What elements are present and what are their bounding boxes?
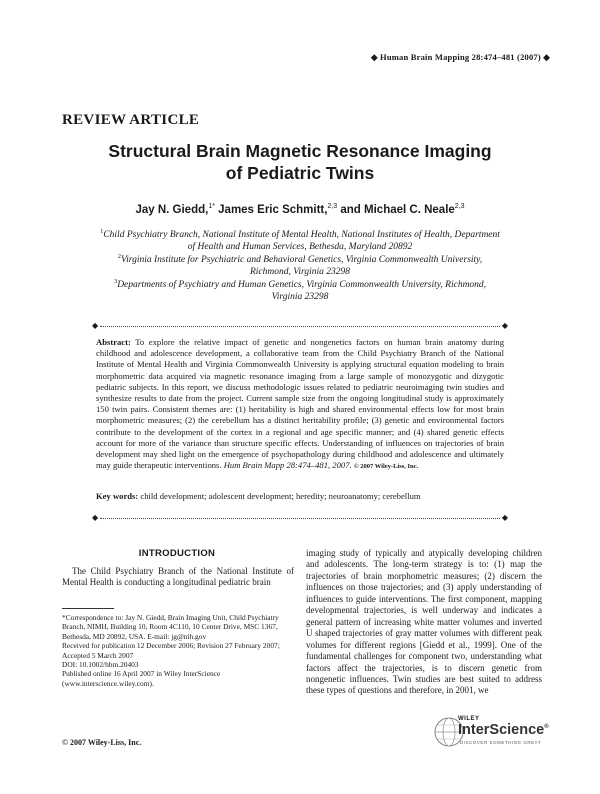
affiliation-text: Virginia Institute for Psychiatric and Behavioral Genetics, Virginia Commonwealth University, Richmond, Virginia 23298 [121,255,483,278]
diamond-icon: ◆ [543,52,550,62]
author-list [0,203,600,216]
author-superscript: 2,3 [454,203,465,210]
author-name: Michael C. Neale [364,203,455,216]
diamond-icon: ◆ [501,321,508,330]
abstract-body: To explore the relative impact of genetic and nongenetics factors on human brain anatomy during childhood and adolescence development, a collaborative team from the Child Psychiatry Branch of the National Institute of Mental Health and Virginia Commonwealth University is applying structural equation modeling to brain morphometric data acquired via magnetic resonance imaging from a large sample of monozygotic and dizygotic pediatric subjects. In this report, we discuss methodologic issues related to pediatric neuroimaging twin studies and synthesize results to date from the project. Current sample size from the ongoing longitudinal study is approximately 150 twin pairs. Consistent themes are: (1) heritability is high and shared environmental effects low for most brain morphometric measures; (2) the cerebellum has a distinct heritability profile; (3) genetic and environmental factors contribute to the development of the cortex in a regional and age specific manner; and (4) shared genetic effects account for more of the variance than structure specific effects. Understanding of influences on trajectories of brain development may shed light on the emergence of psychopathology during childhood and adolescence and ultimately may guide therapeutic interventions. [96,337,504,471]
logo-wordmark [458,722,549,738]
diamond-icon: ◆ [370,52,378,62]
keywords-text: child development; adolescent development; heredity; neuroanatomy; cerebellum [138,491,421,501]
affiliation-text: Child Psychiatry Branch, National Institute of Mental Health, National Institutes of Health, Department of Health and Human Services, Bethesda, Maryland 20892 [103,230,500,253]
title-line-2: of Pediatric Twins [225,163,375,183]
introduction-left-paragraph: The Child Psychiatry Branch of the National Institute of Mental Health is conducting a longitudinal pediatric brain [62,566,294,588]
affiliation-number: 3 [113,278,118,285]
author-name: James Eric Schmitt, [214,203,328,216]
dotted-divider [100,518,500,519]
affiliation-number: 2 [117,253,122,260]
author-superscript: 2,3 [327,203,338,210]
section-label: REVIEW ARTICLE [62,112,200,128]
abstract-label: Abstract: [96,337,131,347]
logo-name: InterScience [458,722,545,738]
journal-citation: Human Brain Mapping 28:474–481 (2007) [380,52,541,62]
abstract-bottom-rule [92,514,508,524]
footnote-rule [62,608,114,609]
abstract [96,337,504,472]
diamond-icon: ◆ [92,513,99,522]
abstract-top-rule [92,322,508,332]
footnotes [62,613,298,688]
abstract-copyright: © 2007 Wiley-Liss, Inc. [353,463,419,471]
keywords [96,491,504,501]
introduction-right-paragraph: imaging study of typically and atypically developing children and adolescents. The long-term strategy is to: (1) map the trajectories of brain morphometric measures; (2) discern the influences on those trajectories; and (3) apply understanding of influences to guide interventions. The first component, mapping developmental trajectories, is well underway and indicates a general pattern of increasing white matter volumes and inverted U shaped trajectories of gray matter volumes with different peak volumes for different regions [Giedd et al., 1999]. One of the fundamental challenges for component two, understanding what factors affect the trajectories, is to discern genetic from nongenetic influences. Twin studies are best suited to address these types of questions and therefore, in 2001, we [306,548,542,696]
author-name: Jay N. Giedd, [135,203,209,216]
abstract-citation: Hum Brain Mapp 28:474–481, 2007. [223,460,352,471]
diamond-icon: ◆ [501,513,508,522]
dotted-divider [100,326,500,327]
affiliation [100,226,500,253]
logo-registered: ® [544,724,549,731]
diamond-icon: ◆ [92,321,99,330]
received-note: Received for publication 12 December 2006; Revision 27 February 2007; Accepted 5 March 2007 [62,641,280,660]
introduction-heading: INTRODUCTION [138,548,216,559]
title-line-1: Structural Brain Magnetic Resonance Imaging [108,141,492,161]
wiley-interscience-logo [432,713,547,751]
logo-tagline: DISCOVER SOMETHING GREAT [460,740,542,745]
affiliation [100,276,500,303]
keywords-label: Key words: [96,491,139,501]
author-superscript: 1* [208,203,215,210]
running-head [371,52,550,63]
affiliation-text: Departments of Psychiatry and Human Genetics, Virginia Commonwealth University, Richmond, Virginia 23298 [117,280,487,303]
correspondence-note: *Correspondence to: Jay N. Giedd, Brain Imaging Unit, Child Psychiatry Branch, NIMH, Building 10, Room 4C110, 10 Center Drive, MSC 1367, Bethesda, MD 20892, USA. E-mail: jg@nih.gov [62,613,279,641]
published-note: Published online 16 April 2007 in Wiley InterScience (www.interscience.wiley.com). [62,669,221,688]
logo-brand: WILEY [458,716,480,722]
page-copyright: © 2007 Wiley-Liss, Inc. [62,738,142,747]
doi-note: DOI: 10.1002/hbm.20403 [62,660,139,670]
affiliation-number: 1 [100,228,104,235]
affiliation [100,251,500,278]
author-connector: and [337,203,365,216]
article-title [0,140,600,184]
